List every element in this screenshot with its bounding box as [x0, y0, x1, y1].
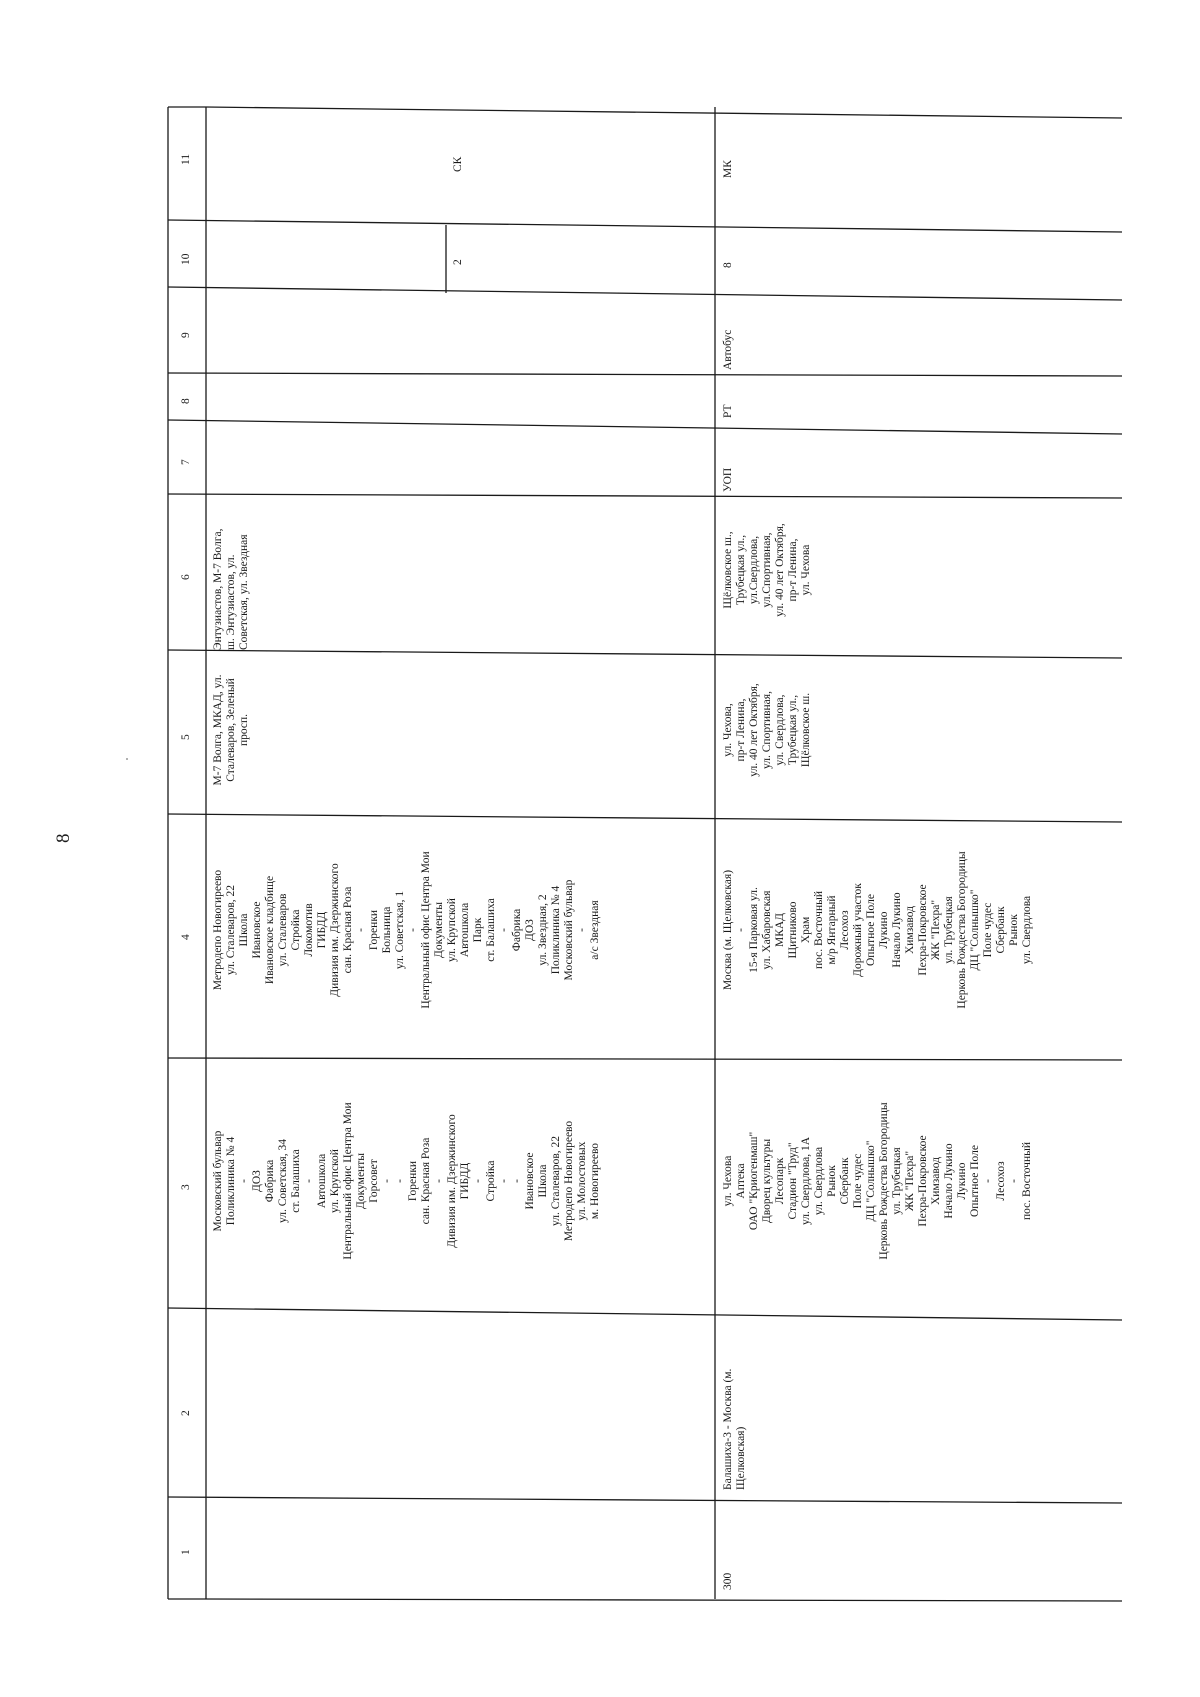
- row-b-col7-value: УОП: [722, 467, 734, 492]
- row-b-col1-route-number: 300: [722, 1572, 734, 1590]
- row-a-col10-value: 2: [452, 259, 464, 265]
- row-b-col11-value: МК: [722, 160, 734, 178]
- header-col-3: 3: [180, 1184, 192, 1190]
- row-b-col6-streets: Щёлковское ш., Трубецкая ул., ул.Свердлова, ул.Спортивная, ул. 40 лет Октября, пр-т Ленина, ул. Чехова: [722, 523, 812, 617]
- row-a-col6-streets: Энтузиастов, М-7 Волга, ш. Энтузиастов, ул. Советская, ул. Звездная: [212, 528, 250, 650]
- row-b-col4-stops: Москва (м. Щелковская) - 15-я Парковая ул. ул. Хабаровская МКАД Щитниково Храм пос. Восточный м/р Янтарный Лесохоз Дорожный участок Опытное Поле Лукино Начало Лукино Химзавод Пехра-Покровское ЖК "Пехра" ул. Трубецкая Церковь Рождества Богородицы ДЦ "Солнышко" Поле чудес Сбербанк Рынок ул. Свердлова: [722, 851, 1033, 1009]
- header-col-8: 8: [180, 398, 192, 404]
- row-a-col11-value: СК: [452, 156, 464, 172]
- row-b-col8-value: РТ: [722, 404, 734, 418]
- header-col-5: 5: [180, 734, 192, 740]
- row-b-col10-value: 8: [722, 262, 734, 268]
- row-b-col2-route-name: Балашиха-3 - Москва (м. Щелковская): [722, 1368, 747, 1490]
- row-a-col5-streets: М-7 Волга, МКАД, ул. Сталеваров, Зеленый просп.: [212, 674, 250, 786]
- page-number: 8: [53, 833, 74, 843]
- header-col-4: 4: [180, 934, 192, 940]
- row-a-col3-stops: Московский бульвар Поликлиника № 4 - ДОЗ Фабрика ул. Советская, 34 ст. Балашиха - Автошкола ул. Крупской Центральный офис Центра Мои Документы Горсовет - - Горенки сан. Красная Роза - Дивизия им. Дзержинского ГИБДД - Стройка - - Ивановское Школа ул. Сталеваров, 22 Метродепо Новогиреево ул. Молостовых м. Новогиреево: [212, 1102, 601, 1260]
- header-col-11: 11: [180, 153, 192, 165]
- header-col-9: 9: [180, 332, 192, 338]
- header-col-1: 1: [180, 1549, 192, 1555]
- row-a-col4-stops: Метродепо Новогиреево ул. Сталеваров, 22 Школа Ивановское Ивановское кладбище ул. Сталеваров Стройка Локомотив ГИБДД Дивизия им. Дзержинского сан. Красная Роза - Горенки Больница ул. Советская, 1 - Центральный офис Центра Мои Документы ул. Крупской Автошкола Парк ст. Балашиха - Фабрика ДОЗ ул. Звездная, 2 Поликлиника № 4 Московский бульвар - а/с Звездная: [212, 851, 601, 1009]
- header-col-10: 10: [180, 253, 192, 265]
- header-col-2: 2: [180, 1410, 192, 1416]
- header-col-6: 6: [180, 574, 192, 580]
- row-b-col3-stops: ул. Чехова Аптека ОАО "Криогенмаш" Дворец культуры Лесопарк Стадион "Труд" ул. Свердлова, 1А ул. Свердлова Рынок Сбербанк Поле чудес ДЦ "Солнышко" Церковь Рождества Богородицы ул. Трубецкая ЖК "Пехра" Пехра-Покровское Химзавод Начало Лукино Лукино Опытное Поле - Лесохоз - пос. Восточный: [722, 1102, 1033, 1260]
- row-b-col9-value: Автобус: [722, 329, 734, 370]
- header-col-7: 7: [180, 459, 192, 465]
- row-b-col5-streets: ул. Чехова, пр-т Ленина, ул. 40 лет Октября, ул. Спортивная, ул. Свердлова, Трубецкая ул., Щёлковское ш.: [722, 683, 812, 777]
